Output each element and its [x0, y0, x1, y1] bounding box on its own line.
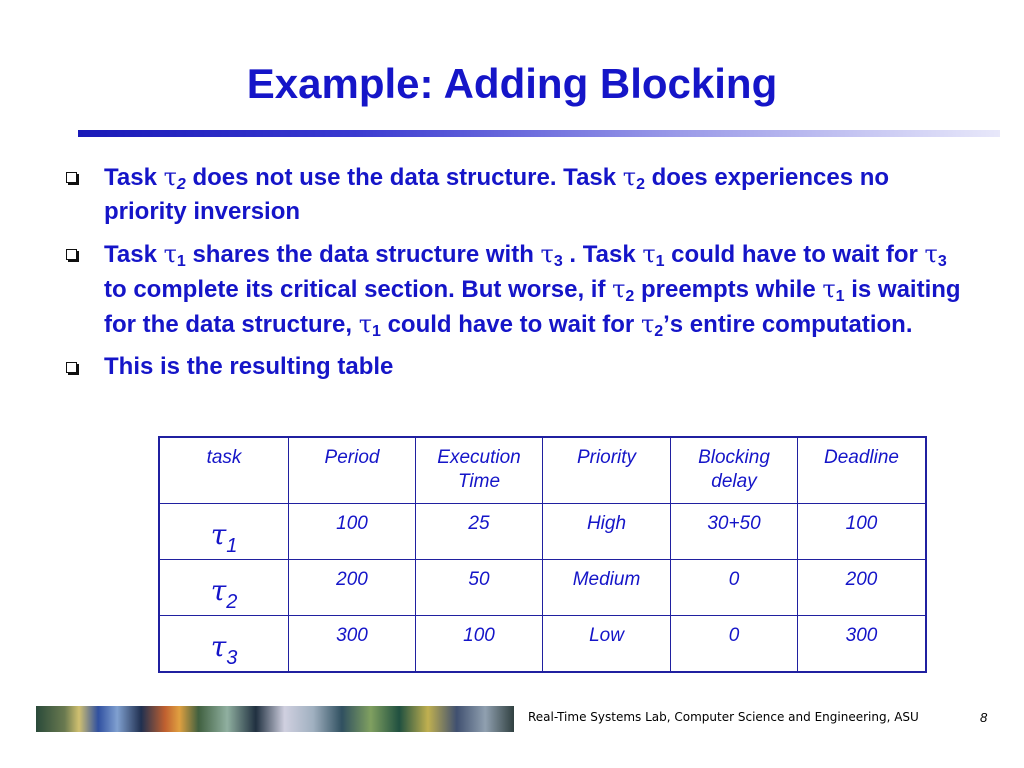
- bullet-text: does experiences no priority inversion: [104, 164, 890, 225]
- subscript: 2: [176, 176, 186, 193]
- subscript: 3: [226, 646, 238, 669]
- subscript: 3: [553, 253, 563, 270]
- bullet-item: [64, 160, 964, 229]
- tau-symbol: τ: [163, 163, 177, 191]
- exec-cell: 100: [416, 616, 543, 673]
- bullet-text: to complete its critical section. But worse, if: [104, 276, 613, 303]
- bullet-text: ’s entire computation.: [663, 311, 913, 338]
- footer-text: Real-Time Systems Lab, Computer Science and Engineering, ASU: [528, 710, 919, 724]
- table-row: [159, 616, 926, 673]
- subscript: 1: [835, 288, 845, 305]
- tau-symbol: τ: [642, 240, 656, 268]
- tau-symbol: τ: [924, 240, 938, 268]
- blocking-cell: 0: [671, 560, 798, 616]
- exec-cell: 50: [416, 560, 543, 616]
- header-blocking-delay: [671, 437, 798, 504]
- header-line: Time: [457, 471, 501, 492]
- bullet-list: [64, 160, 964, 392]
- task-cell: [159, 504, 289, 560]
- tau-symbol: τ: [210, 573, 227, 607]
- page-number: 8: [980, 710, 988, 725]
- priority-cell: Low: [543, 616, 671, 673]
- deadline-cell: 100: [798, 504, 927, 560]
- priority-cell: Medium: [543, 560, 671, 616]
- blocking-cell: 0: [671, 616, 798, 673]
- tau-symbol: τ: [640, 310, 655, 338]
- header-line: Execution: [437, 447, 521, 468]
- bullet-item: [64, 237, 964, 342]
- subscript: 3: [937, 253, 947, 270]
- table-row: [159, 504, 926, 560]
- deadline-cell: 300: [798, 616, 927, 673]
- tau-symbol: τ: [210, 629, 227, 663]
- header-line: Blocking: [698, 447, 770, 468]
- subscript: 1: [655, 253, 665, 270]
- header-period: Period: [289, 437, 416, 504]
- bullet-text: . Task: [562, 241, 643, 268]
- tau-symbol: τ: [612, 275, 626, 303]
- blocking-cell: 30+50: [671, 504, 798, 560]
- bullet-text: is waiting for the data structure,: [104, 276, 961, 338]
- subscript: 2: [636, 176, 645, 193]
- priority-cell: High: [543, 504, 671, 560]
- task-cell: [159, 616, 289, 673]
- header-execution-time: [416, 437, 543, 504]
- slide-title: Example: Adding Blocking: [246, 60, 778, 107]
- task-table: [158, 436, 927, 673]
- header-deadline: Deadline: [798, 437, 927, 504]
- exec-cell: 25: [416, 504, 543, 560]
- subscript: 1: [372, 323, 381, 340]
- table-header-row: [159, 437, 926, 504]
- period-cell: 100: [289, 504, 416, 560]
- header-priority: Priority: [543, 437, 671, 504]
- bullet-text: could have to wait for: [380, 311, 641, 338]
- tau-symbol: τ: [540, 240, 554, 268]
- subscript: 2: [654, 323, 664, 340]
- tau-symbol: τ: [358, 310, 372, 338]
- task-cell: [159, 560, 289, 616]
- deadline-cell: 200: [798, 560, 927, 616]
- footer-image-strip: [36, 706, 514, 732]
- title-underline: [78, 130, 1000, 137]
- bullet-text: could have to wait for: [664, 241, 925, 268]
- subscript: 1: [176, 253, 186, 270]
- bullet-text: preempts while: [634, 276, 823, 303]
- bullet-text: Task: [104, 241, 164, 268]
- tau-symbol: τ: [622, 163, 637, 191]
- table-row: [159, 560, 926, 616]
- period-cell: 300: [289, 616, 416, 673]
- bullet-text: shares the data structure with: [185, 241, 541, 268]
- subscript: 1: [226, 534, 238, 557]
- subscript: 2: [226, 590, 238, 613]
- period-cell: 200: [289, 560, 416, 616]
- tau-symbol: τ: [163, 240, 177, 268]
- bullet-text: Task: [104, 164, 164, 191]
- tau-symbol: τ: [822, 275, 836, 303]
- tau-symbol: τ: [210, 517, 227, 551]
- bullet-item: [64, 350, 964, 384]
- square-bullet-icon: [66, 172, 77, 183]
- bullet-text: This is the resulting table: [104, 353, 394, 380]
- subscript: 2: [625, 288, 635, 305]
- bullet-text: does not use the data structure. Task: [185, 164, 623, 191]
- square-bullet-icon: [66, 362, 77, 373]
- header-line: delay: [711, 471, 757, 492]
- header-task: task: [159, 437, 289, 504]
- square-bullet-icon: [66, 249, 77, 260]
